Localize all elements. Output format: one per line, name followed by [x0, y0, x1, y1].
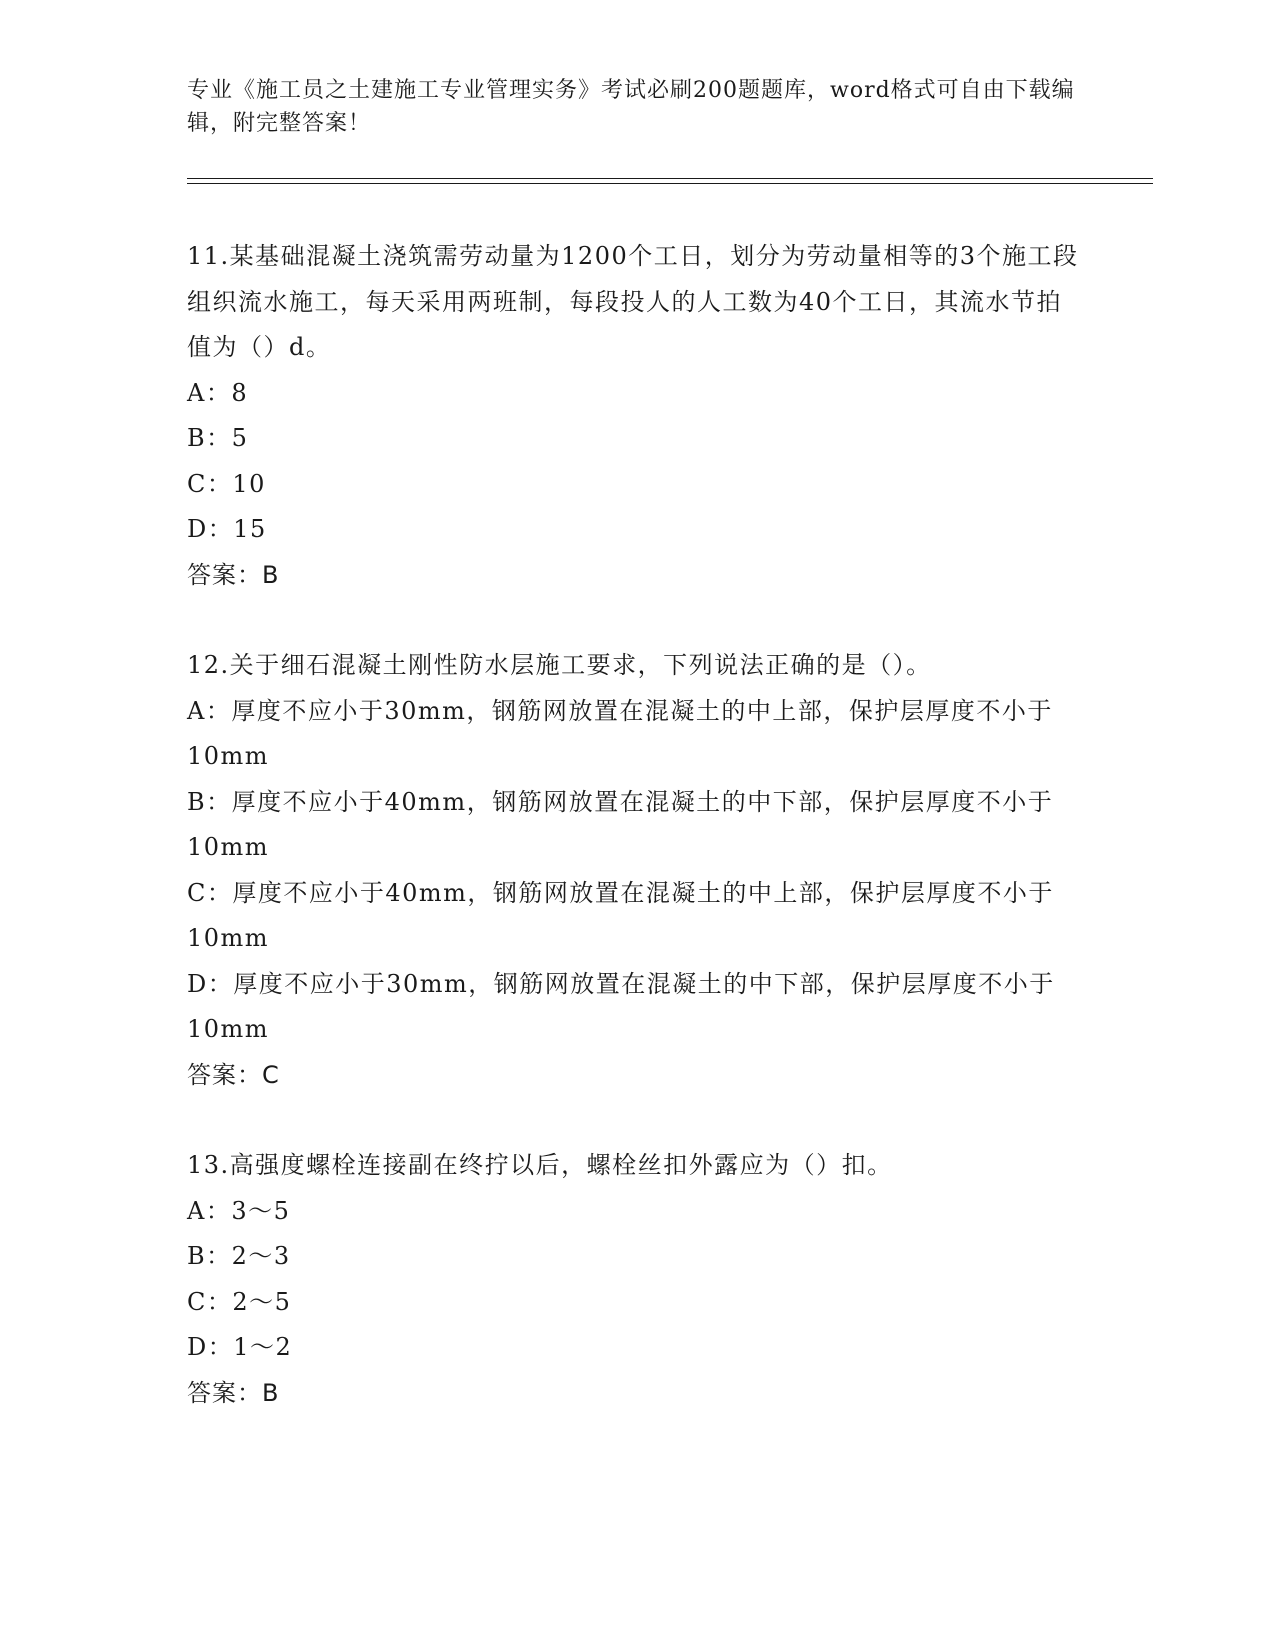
header-divider-top	[187, 178, 1153, 179]
option-c: C：2～5	[187, 1287, 292, 1316]
option-b: B：5	[187, 424, 249, 452]
option-d: D：厚度不应小于30mm，钢筋网放置在混凝土的中下部，保护层厚度不小于10mm	[187, 969, 1055, 1043]
option-a: A：3～5	[187, 1196, 291, 1225]
header-divider-bottom	[187, 183, 1153, 184]
question-stem: 13.高强度螺栓连接副在终拧以后，螺栓丝扣外露应为（）扣。	[187, 1151, 893, 1179]
document-header: 专业《施工员之土建施工专业管理实务》考试必刷200题题库，word格式可自由下载编辑，附完整答案！	[187, 78, 1075, 136]
question-stem: 11.某基础混凝土浇筑需劳动量为1200个工日，划分为劳动量相等的3个施工段组织流水施工，每天采用两班制，每段投人的人工数为40个工日，其流水节拍值为（）d。	[187, 242, 1079, 361]
option-c: C：10	[187, 469, 266, 498]
option-c: C：厚度不应小于40mm，钢筋网放置在混凝土的中上部，保护层厚度不小于10mm	[187, 878, 1054, 952]
answer: 答案：C	[187, 1060, 280, 1089]
question-12	[187, 643, 1087, 1098]
option-d: D：15	[187, 515, 267, 543]
option-a: A：厚度不应小于30mm，钢筋网放置在混凝土的中上部，保护层厚度不小于10mm	[187, 696, 1053, 770]
option-b: B：厚度不应小于40mm，钢筋网放置在混凝土的中下部，保护层厚度不小于10mm	[187, 787, 1054, 861]
question-stem: 12.关于细石混凝土刚性防水层施工要求，下列说法正确的是（）。	[187, 651, 932, 679]
option-a: A：8	[187, 378, 249, 407]
answer: 答案：B	[187, 1378, 280, 1407]
answer: 答案：B	[187, 560, 280, 589]
option-d: D：1～2	[187, 1333, 293, 1361]
question-13	[187, 1143, 1087, 1416]
question-11	[187, 234, 1087, 598]
option-b: B：2～3	[187, 1242, 291, 1270]
